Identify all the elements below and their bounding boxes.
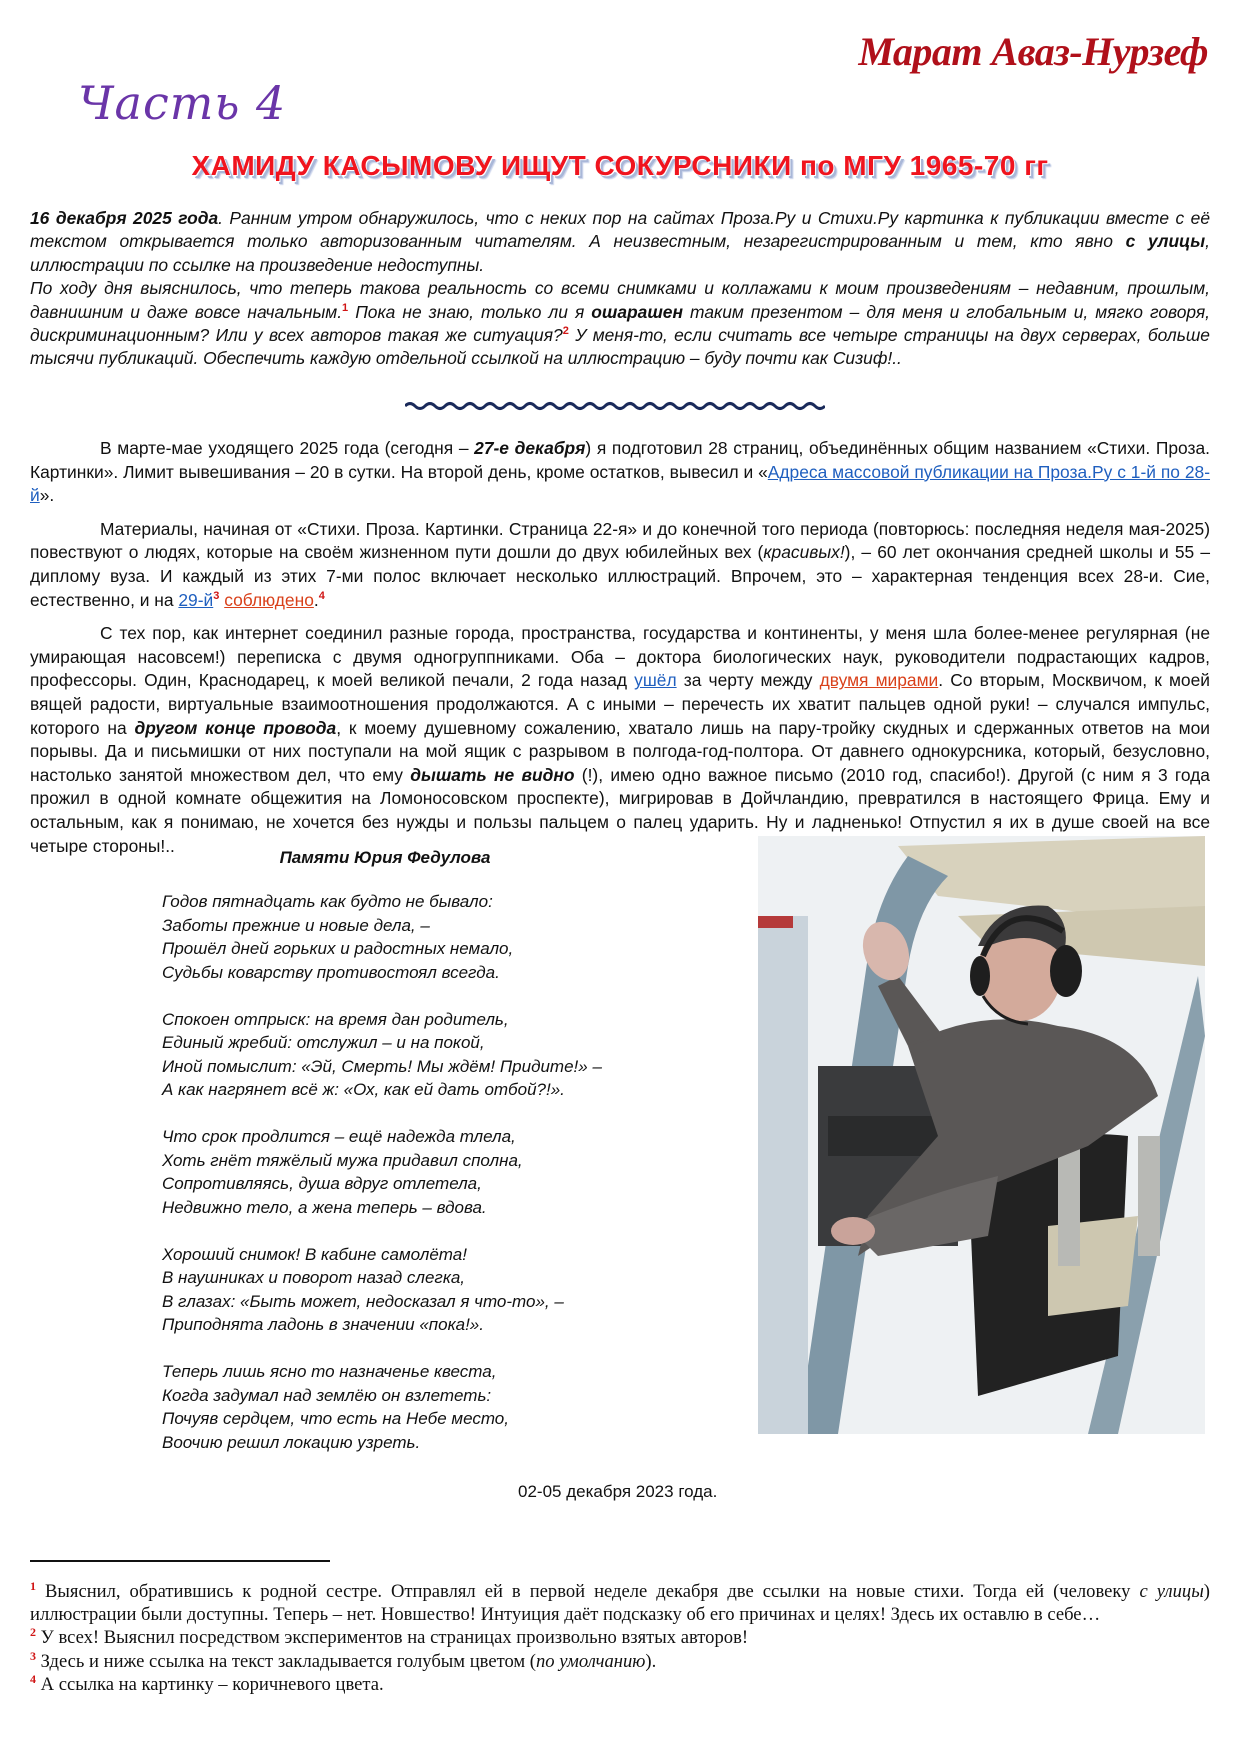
footnote-ref-4[interactable]: 4 (318, 589, 325, 602)
part-label: Часть 4 (78, 76, 287, 130)
photo-illustration (758, 836, 1205, 1434)
article-body (30, 437, 1210, 868)
author-name: Марат Аваз-Нурзеф (858, 29, 1208, 74)
body-paragraph-1: В марте-мае уходящего 2025 года (сегодня – 27-е декабря) я подготовил 28 страниц, объединённых общим названием «Стихи. Проза. Картинки». Лимит вывешивания – 20 в сутки. На второй день, кроме остатков, вывесил и «Адреса массовой публикации на Проза.Ру с 1-й по 28-й». (30, 438, 1211, 506)
footnote-1: $^1$ Выяснил, обратившись к родной сестре. Отправлял ей в первой неделе декабря две ссылки на новые стихи. Тогда ей (человеку с улицы) иллюстрации были доступны. Теперь – нет. Новшество! Интуиция даёт подсказку об его причинах и целях! Здесь их оставлю в себе… (30, 1578, 1210, 1626)
observed-picture-link[interactable]: соблюдено (224, 589, 314, 610)
cockpit-photo (758, 836, 1205, 1434)
footnote-ref-1[interactable]: 1 (342, 301, 349, 314)
intro-date: 16 декабря 2025 года (30, 208, 219, 228)
mass-publication-link[interactable]: Адреса массовой публикации на Проза.Ру с 1-й по 28-й (30, 461, 1211, 506)
intro-section (30, 207, 1210, 371)
footnote-2: $^2$ У всех! Выяснил посредством экспериментов на страницах произвольно взятых авторов! (30, 1625, 749, 1649)
footnotes (30, 1580, 1210, 1696)
footnote-ref-3[interactable]: 3 (213, 589, 220, 602)
poem-stanza: Годов пятнадцать как будто не бывало: Заботы прежние и новые дела, – Прошёл дней горьких и радостных немало, Судьбы коварству противостоял всегда. (162, 892, 514, 982)
poem-stanza: Хороший снимок! В кабине самолёта! В наушниках и поворот назад слегка, В глазах: «Быть может, недосказал я что-то», – Приподнята ладонь в значении «пока!». (162, 1244, 564, 1334)
footnote-4: $^4$ А ссылка на картинку – коричневого цвета. (30, 1671, 384, 1695)
poem-date: 02-05 декабря 2023 года. (518, 1482, 718, 1501)
page-29-link[interactable]: 29-й (178, 589, 214, 610)
body-paragraph-3: С тех пор, как интернет соединил разные города, пространства, государства и континенты, у меня шла более-менее регулярная (не умирающая насовсем!) переписка с двумя одногруппниками. Оба – доктора биологических наук, руководители подрастающих кадров, профессоры. Один, Краснодарец, к моей великой печали, 2 года назад ушёл за черту между двумя мирами. Со вторым, Москвичом, к моей вящей радости, виртуальные взаимоотношения продолжаются. А с иными – перечесть их хватит пальцев одной руки! – случался импульс, которого на другом конце провода, к моему душевному сожалению, хватало лишь на пару-тройку скудных и сдержанных ответов на мои порывы. Да и письмишки от них поступали на мой ящик с разрывом в полгода-год-полтора. От давнего однокурсника, который, безусловно, настолько занятой множеством дел, что ему дышать не видно (!), имею одно важное письмо (2010 год, спасибо!). Другой (с ним я 3 года прожил в одной комнате общежития на Ломоносовском проспекте), мигрировав в Дойчландию, превратился в настоящего Фрица. Ему и остальным, как я понимаю, не хочется без нужды и пользы пальцем о палец ударить. Ну и ладненько! Отпустил я их в душе своей на все четыре стороны!.. (30, 623, 1211, 856)
poem-stanza: Спокоен отпрыск: на время дан родитель, Единый жребий: отслужил – и на покой, Иной помыслит: «Эй, Смерть! Мы ждём! Придите!» – А как нагрянет всё ж: «Ох, как ей дать отбой?!». (162, 1009, 602, 1099)
poem-stanza: Что срок продлится – ещё надежда тлела, Хоть гнёт тяжёлый мужа придавил сполна, Сопротивляясь, душа вдруг отлетела, Недвижно тело, а жена теперь – вдова. (162, 1127, 523, 1217)
intro-paragraph-1: 16 декабря 2025 года. Ранним утром обнаружилось, что с неких пор на сайтах Проза.Ру и Стихи.Ру картинка к публикации вместе с её текстом открывается только авторизованным читателям. А неизвестным, незарегистрированным и тем, кто явно с улицы, иллюстрации по ссылке на произведение недоступны. (30, 208, 1211, 275)
two-worlds-picture-link[interactable]: двумя мирами (819, 670, 939, 691)
poem-stanza: Теперь лишь ясно то назначенье квеста, Когда задумал над землёю он взлететь: Почуяв сердцем, что есть на Небе место, Воочию решил локацию узреть. (162, 1362, 509, 1452)
footnote-ref-2[interactable]: 2 (562, 325, 569, 338)
intro-paragraph-2: По ходу дня выяснилось, что теперь такова реальность со всеми снимками и коллажами к моим произведениям – недавним, прошлым, давнишним и даже вовсе начальным.$^1$ Пока не знаю, только ли я ошарашен таким презентом – для меня и глобальным и, мягко говоря, дискриминационным? Или у всех авторов такая же ситуация?$^2$ У меня-то, если считать все четыре страницы на двух серверах, больше тысячи публикаций. Обеспечить каждую отдельной ссылкой на иллюстрацию – буду почти как Сизиф!.. (30, 278, 1210, 369)
page-headline: ХАМИДУ КАСЫМОВУ ИЩУТ СОКУРСНИКИ по МГУ 1965-70 гг (191, 150, 1049, 181)
passed-away-link[interactable]: ушёл (634, 670, 677, 691)
footnote-3: $^3$ Здесь и ниже ссылка на текст закладывается голубым цветом (по умолчанию). (30, 1648, 657, 1672)
body-paragraph-2: Материалы, начиная от «Стихи. Проза. Картинки. Страница 22-я» и до конечной того периода (повторюсь: последняя неделя мая-2025) повествуют о людях, которые на своём жизненном пути дошли до двух юбилейных вех (красивых!), – 60 лет окончания средней школы и 55 – диплому вуза. И каждый из этих 7-ми полос включает несколько иллюстраций. Впрочем, это – характерная тенденция всех 28-и. Сие, естественно, и на $29-й^3$ соблюдено.$^4$ (30, 518, 1210, 610)
poem-title: Памяти Юрия Федулова (279, 848, 491, 867)
footnote-separator (30, 1560, 330, 1562)
poem (162, 890, 642, 1478)
wavy-divider (405, 400, 825, 412)
